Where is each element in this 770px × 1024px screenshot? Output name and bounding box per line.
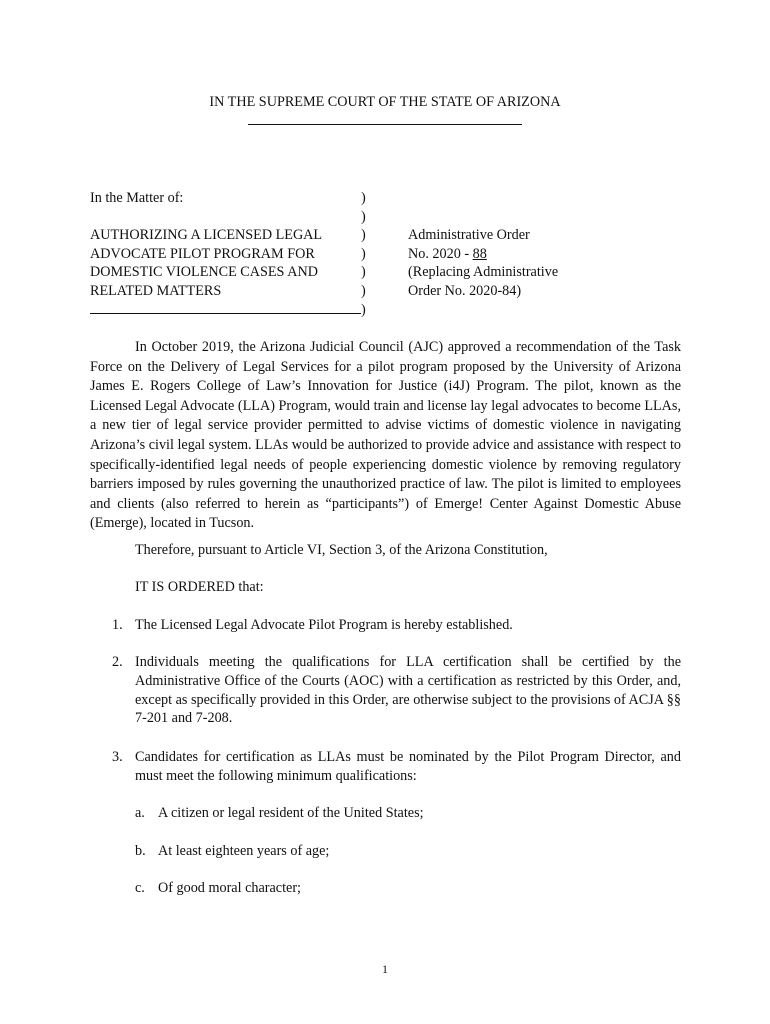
caption-paren: ): [361, 245, 366, 262]
order-title: Administrative Order: [408, 227, 530, 243]
qualification-letter: a.: [135, 805, 145, 821]
order-item: [112, 653, 681, 728]
order-replacing-line: Order No. 2020-84): [408, 282, 522, 299]
caption-matter-block: [90, 189, 322, 301]
caption-line: [90, 208, 322, 227]
order-number: 88: [472, 245, 487, 262]
caption-paren: ): [361, 190, 366, 206]
caption-paren: ): [361, 227, 366, 244]
qualification-text: At least eighteen years of age;: [158, 843, 330, 859]
order-item-number: 2.: [112, 654, 123, 670]
order-item-text: The Licensed Legal Advocate Pilot Program is hereby established.: [135, 617, 513, 633]
caption-line: AUTHORIZING A LICENSED LEGAL: [90, 227, 323, 244]
order-item: [112, 748, 681, 786]
qualification-item: [135, 804, 424, 823]
caption-paren-column: [361, 189, 366, 319]
order-replacing-line: (Replacing Administrative: [408, 264, 559, 281]
qualification-item: [135, 842, 329, 861]
order-item-text: Candidates for certification as LLAs must be nominated by the Pilot Program Director, and must meet the following minimum qualifications:: [135, 749, 681, 784]
qualification-text: Of good moral character;: [158, 880, 301, 896]
title-underline: [248, 124, 522, 125]
order-number-prefix: No. 2020 -: [408, 245, 473, 262]
qualification-text: A citizen or legal resident of the United States;: [158, 805, 424, 821]
qualification-letter: b.: [135, 843, 146, 859]
caption-paren: ): [361, 282, 366, 299]
background-paragraph: In October 2019, the Arizona Judicial Council (AJC) approved a recommendation of the Task Force on the Delivery of Legal Services for a pilot program proposed by the University of Arizona James E. Rogers College of Law’s Innovation for Justice (i4J) Program. The pilot, known as the Licensed Legal Advocate (LLA) Program, would train and license lay legal advocates to become LLAs, a new tier of legal service provider permitted to advise victims of domestic violence in navigating Arizona’s civil legal system. LLAs would be authorized to provide advice and assistance with respect to specifically-identified legal needs of people experiencing domestic violence by removing regulatory barriers imposed by rules governing the unauthorized practice of law. The pilot is limited to employees and clients (also referred to herein as “participants”) of Emerge! Center Against Domestic Abuse (Emerge), located in Tucson.: [90, 339, 681, 532]
caption-line: ADVOCATE PILOT PROGRAM FOR: [90, 245, 315, 262]
caption-paren: ): [361, 264, 366, 281]
page-number: 1: [382, 962, 388, 976]
ordered-clause: IT IS ORDERED that:: [135, 579, 264, 595]
caption-line: RELATED MATTERS: [90, 282, 222, 299]
caption-paren: ): [361, 301, 366, 318]
order-item-number: 3.: [112, 749, 123, 765]
order-item-text: Individuals meeting the qualifications for LLA certification shall be certified by the Administrative Office of the Courts (AOC) with a certification as restricted by this Order, and, except as specifically provided in this Order, are otherwise subject to the provisions of ACJA §§ 7-201 and 7-208.: [135, 654, 681, 727]
qualification-item: [135, 879, 301, 898]
administrative-order-block: [408, 226, 558, 300]
order-item-number: 1.: [112, 617, 123, 633]
caption-line: DOMESTIC VIOLENCE CASES AND: [90, 264, 318, 281]
qualification-letter: c.: [135, 880, 145, 896]
order-item: [112, 616, 681, 635]
therefore-clause: Therefore, pursuant to Article VI, Section 3, of the Arizona Constitution,: [135, 542, 548, 558]
court-title: IN THE SUPREME COURT OF THE STATE OF ARIZONA: [209, 94, 561, 110]
caption-paren: ): [361, 208, 366, 225]
caption-rule: [90, 313, 361, 314]
order-number-line: [408, 245, 558, 264]
caption-line: In the Matter of:: [90, 190, 184, 206]
